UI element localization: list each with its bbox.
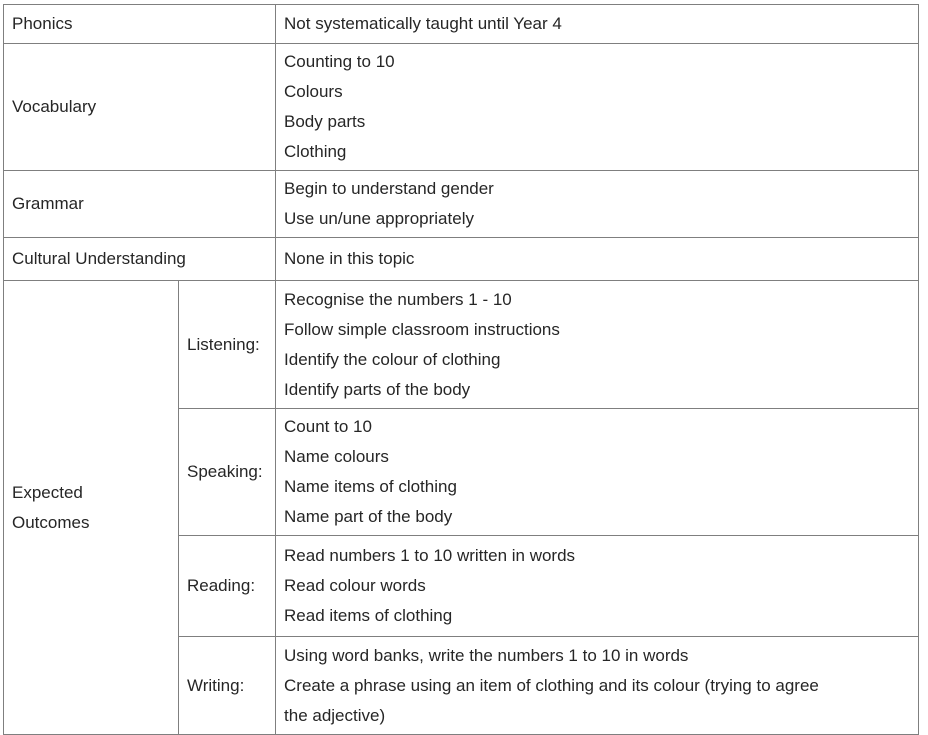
table-row-phonics (4, 5, 919, 44)
sub-row-label-reading (179, 536, 276, 637)
content-line: Read items of clothing (284, 606, 453, 625)
row-content-phonics (276, 5, 919, 44)
table-row-listening (4, 281, 919, 409)
content-line: Identify the colour of clothing (284, 349, 501, 369)
row-label-text: Cultural Understanding (12, 249, 186, 268)
content-line: Body parts (284, 112, 366, 131)
sub-row-label-writing (179, 637, 276, 735)
sub-row-content-speaking (276, 409, 919, 536)
row-label-text: Expected Outcomes (12, 482, 90, 532)
table-row-vocabulary (4, 44, 919, 171)
row-label-vocabulary (4, 44, 276, 171)
sub-row-label-text: Reading: (187, 576, 256, 595)
sub-row-label-text: Speaking: (187, 462, 263, 481)
content-line: Using word banks, write the numbers 1 to 10 in words (284, 645, 689, 665)
sub-row-label-listening (179, 281, 276, 409)
table-row-grammar (4, 171, 919, 238)
content-line: Follow simple classroom instructions (284, 319, 560, 339)
sub-row-content-listening (276, 281, 919, 409)
table-row-cultural-understanding (4, 238, 919, 281)
row-label-text: Phonics (12, 14, 73, 33)
content-line: Colours (284, 82, 343, 101)
sub-row-content-reading (276, 536, 919, 637)
row-label-grammar (4, 171, 276, 238)
content-line: Begin to understand gender (284, 179, 494, 198)
content-line: Name colours (284, 447, 389, 466)
content-line: Name items of clothing (284, 477, 457, 496)
content-line: Read numbers 1 to 10 written in words (284, 546, 576, 565)
row-content-grammar (276, 171, 919, 238)
content-line: Count to 10 (284, 417, 372, 436)
content-line: Read colour words (284, 576, 426, 595)
row-label-cultural-understanding (4, 238, 276, 281)
content-line: Identify parts of the body (284, 379, 471, 399)
content-line: Counting to 10 (284, 52, 395, 71)
row-label-text: Vocabulary (12, 97, 97, 116)
content-line: Use un/une appropriately (284, 209, 474, 228)
row-label-phonics (4, 5, 276, 44)
sub-row-label-speaking (179, 409, 276, 536)
content-line: Recognise the numbers 1 - 10 (284, 289, 512, 309)
content-line: None in this topic (284, 249, 415, 268)
row-label-text: Grammar (12, 194, 84, 213)
content-line: Name part of the body (284, 507, 453, 526)
row-content-vocabulary (276, 44, 919, 171)
row-content-cultural-understanding (276, 238, 919, 281)
row-label-expected-outcomes (4, 281, 179, 735)
content-line: Clothing (284, 142, 347, 161)
content-line: Create a phrase using an item of clothing and its colour (trying to agree the adjective) (284, 675, 819, 725)
sub-row-label-text: Listening: (187, 334, 260, 354)
sub-row-label-text: Writing: (187, 675, 245, 695)
content-line: Not systematically taught until Year 4 (284, 14, 562, 33)
sub-row-content-writing (276, 637, 919, 735)
curriculum-table (3, 4, 919, 735)
